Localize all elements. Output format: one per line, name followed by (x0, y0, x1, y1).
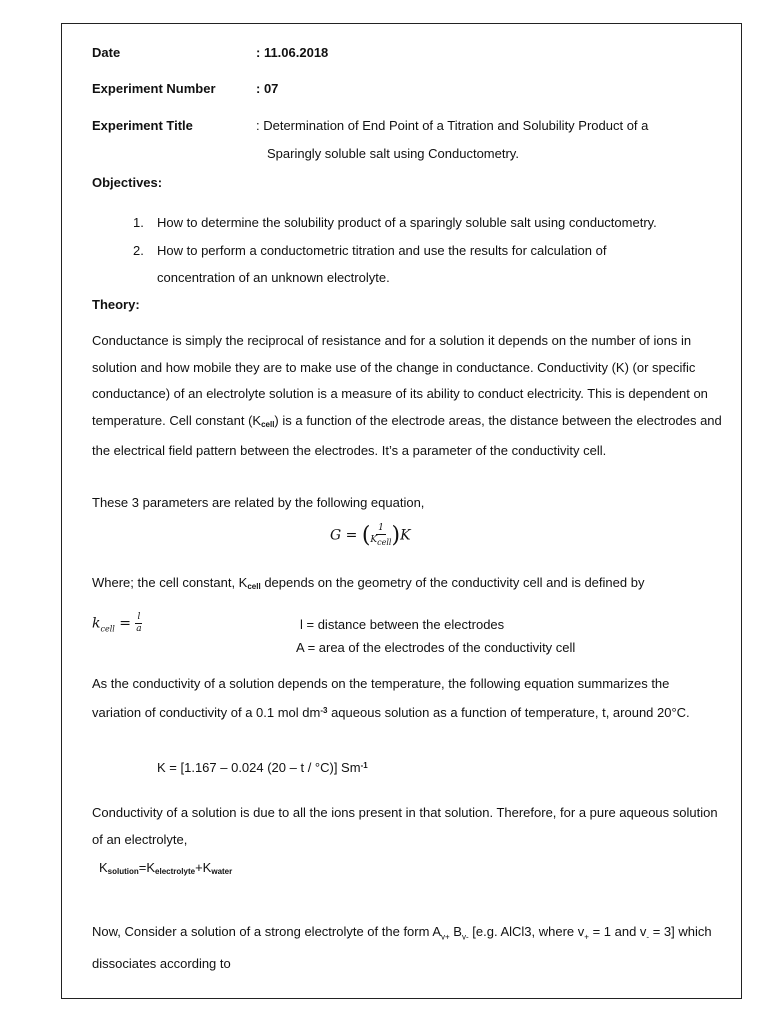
experiment-title-line1: : Determination of End Point of a Titration and Solubility Product of a (256, 118, 649, 133)
objective-2-text-line2: concentration of an unknown electrolyte. (157, 270, 390, 285)
experiment-number-label: Experiment Number (92, 81, 216, 96)
theory-paragraph-3: Where; the cell constant, Kcell depends on the geometry of the conductivity cell and is defined by (92, 575, 645, 591)
theory-paragraph-6: Now, Consider a solution of a strong electrolyte of the form $A_{v+}$ $B_{v-}$ [e.g. AlCl3, where $v_+ = 1$ and $v_- = 3$] which dissociates according to (92, 924, 712, 972)
date-value: : 11.06.2018 (256, 45, 329, 60)
objective-2-text-line1: How to perform a conductometric titration and use the results for calculation of (157, 243, 607, 258)
equation-solution-conductivity: Ksolution=Kelectrolyte+Kwater (99, 860, 233, 876)
experiment-title-line2: Sparingly soluble salt using Conductometry. (267, 146, 519, 161)
experiment-number-value: : 07 (256, 81, 279, 96)
objectives-heading: Objectives: (92, 175, 163, 190)
definition-l: l = distance between the electrodes (300, 617, 505, 632)
objective-1-number: 1. (133, 215, 144, 230)
experiment-title-label: Experiment Title (92, 118, 193, 133)
equation-conductance: G = ( $\frac{1}{K_{cell}}$ )K (330, 523, 411, 548)
theory-paragraph-2: These 3 parameters are related by the following equation, (92, 495, 425, 510)
objective-2-number: 2. (133, 243, 144, 258)
date-label: Date (92, 45, 121, 60)
objective-1-text: How to determine the solubility product of a sparingly soluble salt using conductometry. (157, 215, 657, 230)
theory-paragraph-5: Conductivity of a solution is due to all the ions present in that solution. Therefore, for a pure aqueous solution of an electrolyte, (92, 805, 718, 847)
theory-paragraph-4: As the conductivity of a solution depends on the temperature, the following equation summarizes the variation of conductivity of a 0.1 mol $dm^{-3}$ aqueous solution as a function of temperature, t, around 20°C. (92, 676, 690, 720)
theory-paragraph-1: Conductance is simply the reciprocal of resistance and for a solution it depends on the number of ions in solution and how mobile they are to make use of the change in conductance. Conductivity (K) (or specific conductance) of an electrolyte solution is a measure of its ability to conduct electricity. This is dependent on temperature. Cell constant (Kcell) is a function of the electrode areas, the distance between the electrodes and the electrical field pattern between the electrodes. It’s a parameter of the conductivity cell. (92, 333, 722, 458)
definition-a: A = area of the electrodes of the conductivity cell (296, 640, 576, 655)
equation-temperature: K = [1.167 – 0.024 (20 – t / °C)] $Sm^{-1}$ (157, 760, 368, 775)
equation-cell-constant: $k_{cell}$ = $\frac{l}{a}$ (92, 612, 142, 634)
theory-heading: Theory: (92, 297, 140, 312)
